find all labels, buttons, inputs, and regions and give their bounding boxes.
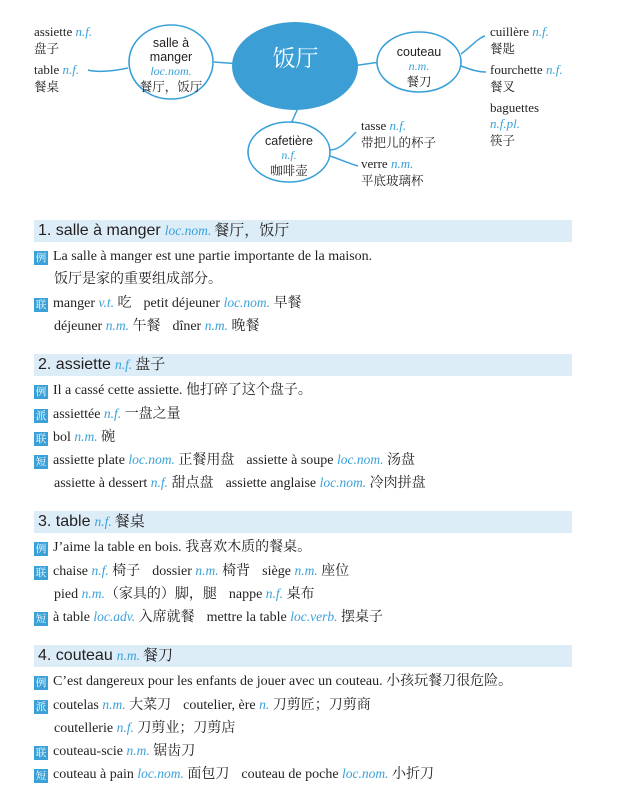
related-row: déjeuner n.m. 午餐 dîner n.m. 晚餐	[54, 318, 260, 334]
short-tag: 短	[35, 613, 47, 625]
mind-map	[0, 0, 631, 200]
short-row: 短 couteau à pain loc.nom. 面包刀 couteau de poche loc.nom. 小折刀	[35, 766, 435, 782]
bubble-couteau: couteau n.m. 餐刀	[396, 45, 442, 89]
mind-bottom-item: verre n.m. 平底玻璃杯	[361, 156, 424, 188]
related-row: pied n.m.（家具的）脚，腿 nappe n.f. 桌布	[54, 586, 315, 602]
related-tag: 联	[35, 433, 47, 445]
related-row: 联 couteau-scie n.m. 锯齿刀	[35, 743, 196, 759]
mind-left-item: table n.f. 餐桌	[34, 62, 80, 94]
related-tag: 联	[35, 747, 47, 759]
mind-left-item: assiette n.f. 盘子	[34, 24, 93, 56]
example-tag: 例	[35, 543, 47, 555]
derived-row: coutellerie n.f. 刀剪业；刀剪店	[54, 720, 236, 736]
example-row: 例 La salle à manger est une partie importante de la maison.	[35, 249, 373, 264]
entry-heading: 2. assiette n.f. 盘子	[34, 354, 572, 376]
entry-salle-a-manger	[34, 220, 572, 337]
short-row: assiette à dessert n.f. 甜点盘 assiette anglaise loc.nom. 冷肉拼盘	[54, 475, 426, 491]
derived-row: 派 coutelas n.m. 大菜刀 coutelier, ère n. 刀剪匠；刀剪商	[35, 697, 371, 713]
example-tag: 例	[35, 386, 47, 398]
short-row: 短 à table loc.adv. 入席就餐 mettre la table loc.verb. 摆桌子	[35, 609, 383, 625]
derived-row: 派 assiettée n.f. 一盘之量	[35, 406, 181, 422]
entry-couteau	[34, 645, 572, 785]
entry-heading: 4. couteau n.m. 餐刀	[34, 645, 572, 667]
entry-heading: 1. salle à manger loc.nom. 餐厅，饭厅	[34, 220, 572, 242]
bubble-cafetiere: cafetière n.f. 咖啡壶	[265, 134, 313, 178]
example-tag: 例	[35, 677, 47, 689]
example-translation: 饭厅是家的重要组成部分。	[54, 271, 222, 287]
example-row: 例 C’est dangereux pour les enfants de jouer avec un couteau. 小孩玩餐刀很危险。	[35, 673, 513, 689]
derived-tag: 派	[35, 701, 47, 713]
center-title: 饭厅	[272, 46, 319, 72]
entry-heading: 3. table n.f. 餐桌	[34, 511, 572, 533]
mind-right-item: fourchette n.f. 餐叉	[490, 62, 563, 94]
entry-table	[34, 511, 572, 628]
example-row: 例 J’aime la table en bois. 我喜欢木质的餐桌。	[35, 539, 312, 555]
short-row: 短 assiette plate loc.nom. 正餐用盘 assiette à soupe loc.nom. 汤盘	[35, 452, 416, 468]
related-tag: 联	[35, 299, 47, 311]
short-tag: 短	[35, 770, 47, 782]
example-row: 例 Il a cassé cette assiette. 他打碎了这个盘子。	[35, 382, 312, 398]
related-row: 联 bol n.m. 碗	[35, 429, 116, 445]
example-tag: 例	[35, 252, 47, 264]
mind-right-item: cuillère n.f. 餐匙	[490, 24, 549, 56]
derived-tag: 派	[35, 410, 47, 422]
short-tag: 短	[35, 456, 47, 468]
related-row: 联 manger v.t. 吃 petit déjeuner loc.nom. 早餐	[35, 295, 302, 311]
mind-right-item: baguettes n.f.pl. 筷子	[490, 100, 540, 148]
mind-bottom-item: tasse n.f. 带把儿的杯子	[361, 118, 437, 150]
entry-assiette	[34, 354, 572, 494]
related-tag: 联	[35, 567, 47, 579]
related-row: 联 chaise n.f. 椅子 dossier n.m. 椅背 siège n.m. 座位	[35, 563, 350, 579]
bubble-salle: salle à manger loc.nom. 餐厅，饭厅	[139, 36, 203, 94]
